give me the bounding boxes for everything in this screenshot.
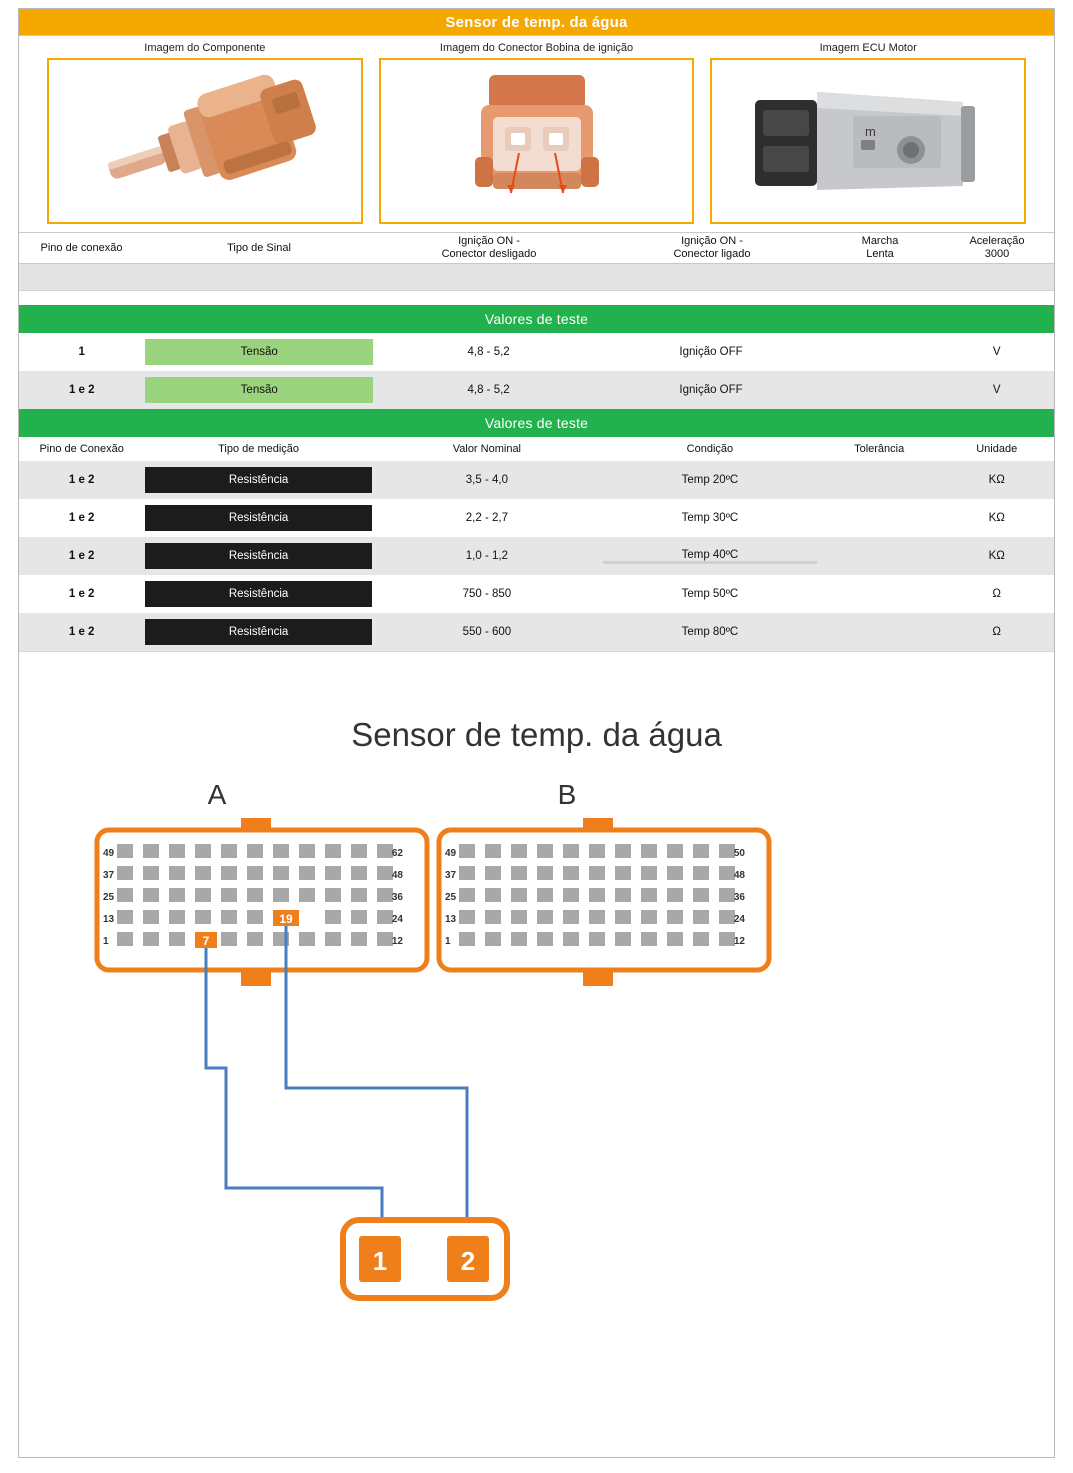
svg-text:25: 25	[444, 892, 456, 903]
tipo-tag: Resistência	[145, 619, 372, 645]
cell-unidade: V	[939, 333, 1054, 371]
cell-condicao: Temp 30ºC	[601, 499, 819, 537]
component-pin-2: 2	[460, 1246, 475, 1276]
cell-tipo	[144, 371, 374, 409]
image-frame-ecu	[710, 58, 1026, 224]
cell-pino: 1 e 2	[19, 499, 144, 537]
tipo-tag: Resistência	[145, 543, 372, 569]
svg-text:48: 48	[391, 870, 403, 881]
table-row	[19, 537, 1054, 575]
column-header-ignicao-desligado: Ignição ON - Conector desligado	[441, 235, 537, 260]
connector-a-label: A	[207, 779, 226, 810]
cell-tipo	[144, 333, 374, 371]
cell-pino: 1 e 2	[19, 537, 144, 575]
svg-text:37: 37	[444, 870, 456, 881]
tipo-tag: Resistência	[145, 505, 372, 531]
cell-unidade: V	[939, 371, 1054, 409]
image-cell-ecu	[702, 42, 1034, 224]
svg-text:1: 1	[102, 936, 109, 947]
component-images-row	[19, 36, 1054, 232]
cell-pino: 1	[19, 333, 144, 371]
svg-text:19: 19	[278, 912, 293, 926]
subheader-tipo: Tipo de medição	[144, 437, 373, 461]
tipo-tag: Resistência	[145, 581, 372, 607]
svg-text:36: 36	[391, 892, 403, 903]
cell-condicao: Ignição OFF	[603, 333, 819, 371]
cell-tipo	[144, 613, 373, 651]
spacer-white	[19, 291, 1054, 305]
subheader-tolerancia: Tolerância	[819, 437, 940, 461]
sheet	[18, 8, 1055, 1458]
spacer-grey	[19, 264, 1054, 291]
column-header-marcha-lenta: Marcha Lenta	[861, 235, 899, 260]
image-caption-ecu: Imagem ECU Motor	[819, 42, 917, 54]
svg-text:49: 49	[102, 848, 114, 859]
section-header-valores-teste-2: Valores de teste	[19, 409, 1054, 437]
svg-text:37: 37	[102, 870, 114, 881]
cell-pino: 1 e 2	[19, 461, 144, 499]
section-header-valores-teste-1: Valores de teste	[19, 305, 1054, 333]
cell-pino: 1 e 2	[19, 613, 144, 651]
svg-text:48: 48	[733, 870, 745, 881]
table-subheader-row	[19, 437, 1054, 461]
table-row	[19, 575, 1054, 613]
subheader-condicao: Condição	[601, 437, 819, 461]
ecu-module-photo	[733, 66, 1003, 216]
image-caption-component: Imagem do Componente	[144, 42, 266, 54]
svg-text:62: 62	[391, 848, 403, 859]
cell-valor: 3,5 - 4,0	[373, 461, 601, 499]
column-header-aceleracao: Aceleração 3000	[969, 235, 1025, 260]
cell-valor: 550 - 600	[373, 613, 601, 651]
tipo-tag: Tensão	[145, 377, 373, 403]
cell-condicao: Temp 50ºC	[601, 575, 819, 613]
row-divider	[603, 561, 817, 564]
table-resistencia	[19, 437, 1054, 651]
svg-text:25: 25	[102, 892, 114, 903]
table-row	[19, 333, 1054, 371]
svg-text:50: 50	[733, 848, 745, 859]
cell-unidade: KΩ	[939, 499, 1054, 537]
cell-tolerancia	[819, 333, 939, 371]
svg-text:24: 24	[391, 914, 403, 925]
connector-b	[439, 818, 769, 986]
cell-valor: 750 - 850	[373, 575, 601, 613]
cell-tolerancia	[819, 613, 940, 651]
cell-tipo	[144, 461, 373, 499]
cell-pino: 1 e 2	[19, 575, 144, 613]
image-frame-connector	[379, 58, 695, 224]
coolant-temp-sensor-photo	[65, 66, 345, 216]
cell-unidade: KΩ	[939, 461, 1054, 499]
component-pin-1: 1	[372, 1246, 387, 1276]
image-cell-component	[39, 42, 371, 224]
connector-a	[97, 818, 427, 986]
cell-valor: 1,0 - 1,2	[373, 537, 601, 575]
subheader-unidade: Unidade	[939, 437, 1054, 461]
cell-unidade: Ω	[939, 613, 1054, 651]
cell-tolerancia	[819, 461, 940, 499]
ecu-pinout-svg	[87, 768, 987, 1328]
cell-condicao: Temp 80ºC	[601, 613, 819, 651]
wiring-diagram	[19, 651, 1054, 1394]
connector-photo	[437, 61, 637, 221]
svg-text:24: 24	[733, 914, 745, 925]
image-frame-component	[47, 58, 363, 224]
highlighted-pin-19	[273, 910, 299, 926]
cell-tolerancia	[819, 575, 940, 613]
column-header-pino: Pino de conexão	[40, 241, 123, 254]
cell-condicao: Temp 40ºC	[601, 537, 819, 575]
column-headers	[19, 232, 1054, 264]
diagram-canvas	[19, 768, 1054, 1328]
cell-condicao: Temp 20ºC	[601, 461, 819, 499]
image-cell-connector	[371, 42, 703, 224]
svg-text:1: 1	[444, 936, 451, 947]
tipo-tag: Tensão	[145, 339, 373, 365]
column-header-ignicao-ligado: Ignição ON - Conector ligado	[673, 235, 751, 260]
table-row	[19, 461, 1054, 499]
cell-valor: 4,8 - 5,2	[374, 371, 603, 409]
column-header-tipo-sinal: Tipo de Sinal	[227, 241, 291, 254]
svg-text:12: 12	[733, 936, 745, 947]
cell-tolerancia	[819, 499, 940, 537]
cell-condicao: Ignição OFF	[603, 371, 819, 409]
svg-text:13: 13	[102, 914, 114, 925]
cell-unidade: Ω	[939, 575, 1054, 613]
subheader-pino: Pino de Conexão	[19, 437, 144, 461]
svg-text:12: 12	[391, 936, 403, 947]
subheader-valor: Valor Nominal	[373, 437, 601, 461]
svg-text:36: 36	[733, 892, 745, 903]
table-row	[19, 371, 1054, 409]
svg-text:m: m	[865, 124, 877, 139]
table-row	[19, 613, 1054, 651]
cell-tipo	[144, 499, 373, 537]
table-tensao	[19, 333, 1054, 409]
tipo-tag: Resistência	[145, 467, 372, 493]
component-connector	[343, 1220, 507, 1298]
table-row	[19, 499, 1054, 537]
cell-pino: 1 e 2	[19, 371, 144, 409]
cell-tolerancia	[819, 371, 939, 409]
svg-text:7: 7	[202, 934, 209, 948]
image-caption-connector: Imagem do Conector Bobina de ignição	[439, 42, 634, 54]
cell-tipo	[144, 537, 373, 575]
diagram-title: Sensor de temp. da água	[351, 716, 722, 753]
cell-tipo	[144, 575, 373, 613]
highlighted-pin-7	[195, 932, 217, 948]
svg-text:13: 13	[444, 914, 456, 925]
cell-valor: 2,2 - 2,7	[373, 499, 601, 537]
page-title: Sensor de temp. da água	[19, 9, 1054, 36]
cell-tolerancia	[819, 537, 940, 575]
cell-unidade: KΩ	[939, 537, 1054, 575]
cell-valor: 4,8 - 5,2	[374, 333, 603, 371]
svg-text:49: 49	[444, 848, 456, 859]
connector-b-label: B	[557, 779, 576, 810]
